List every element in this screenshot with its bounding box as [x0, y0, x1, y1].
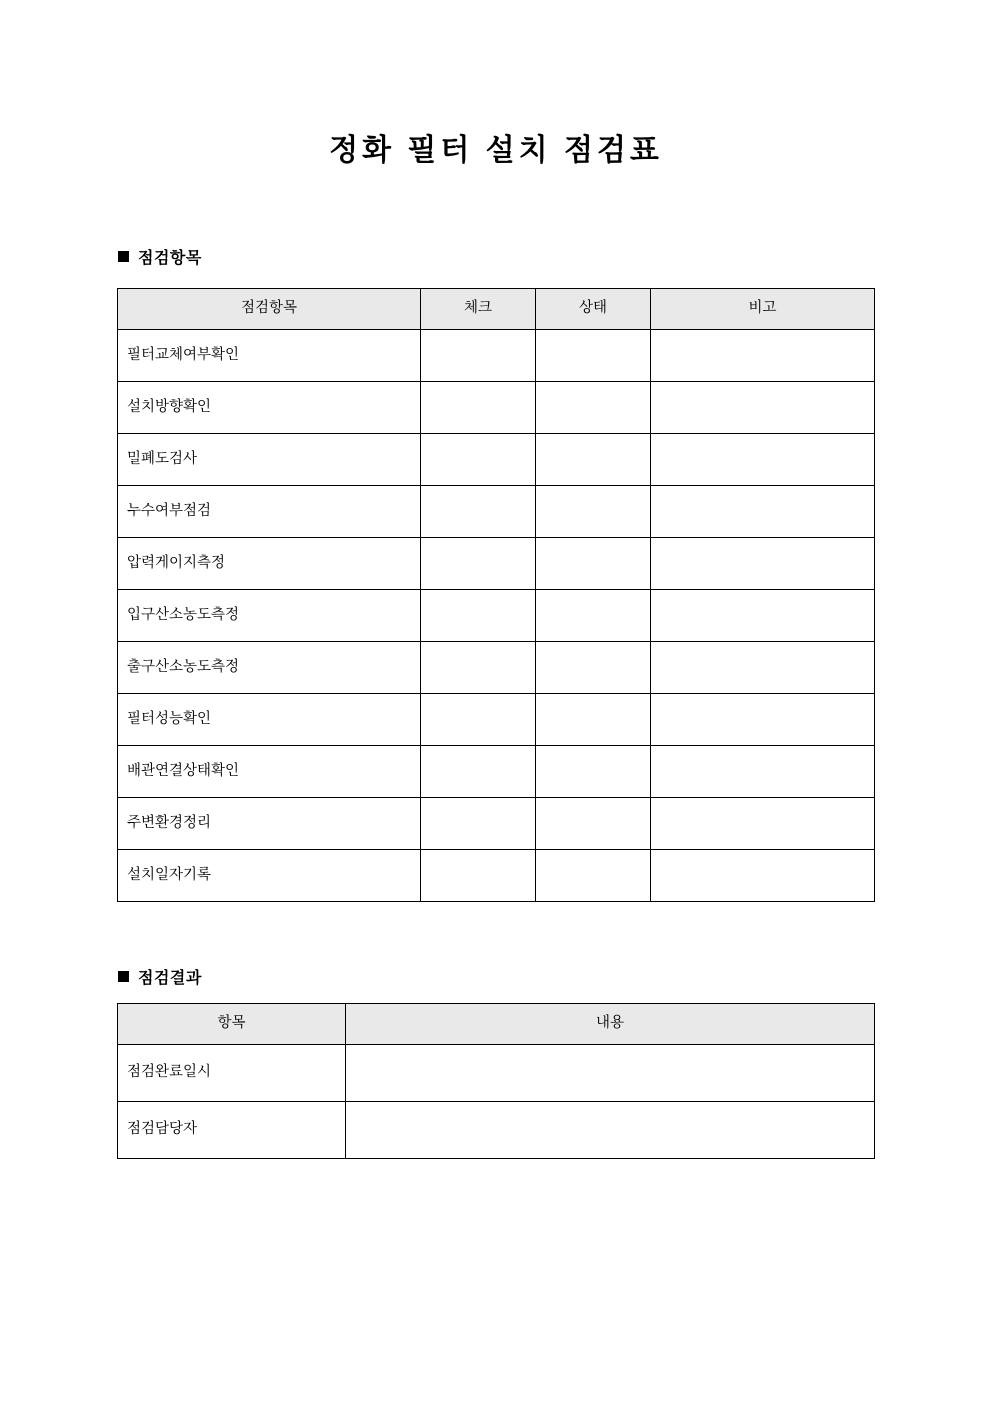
check-cell[interactable]	[421, 642, 536, 694]
section-heading-inspection-items	[118, 248, 202, 270]
column-header-state: 상태	[536, 289, 651, 330]
state-cell[interactable]	[536, 642, 651, 694]
section-heading-inspection-results-label: 점검결과	[138, 970, 202, 987]
inspection-item-label: 설치방향확인	[118, 382, 421, 434]
note-cell[interactable]	[651, 382, 875, 434]
inspection-item-label: 출구산소농도측정	[118, 642, 421, 694]
state-cell[interactable]	[536, 746, 651, 798]
table-header-row	[118, 289, 875, 330]
table-row	[118, 642, 875, 694]
state-cell[interactable]	[536, 434, 651, 486]
column-header-check: 체크	[421, 289, 536, 330]
column-header-label: 항목	[118, 1004, 346, 1045]
state-cell[interactable]	[536, 538, 651, 590]
table-row	[118, 382, 875, 434]
check-cell[interactable]	[421, 590, 536, 642]
state-cell[interactable]	[536, 850, 651, 902]
check-cell[interactable]	[421, 694, 536, 746]
square-bullet-icon	[118, 251, 129, 262]
note-cell[interactable]	[651, 434, 875, 486]
inspection-item-label: 주변환경정리	[118, 798, 421, 850]
column-header-note: 비고	[651, 289, 875, 330]
square-bullet-icon	[118, 971, 129, 982]
table-row	[118, 434, 875, 486]
column-header-item: 점검항목	[118, 289, 421, 330]
note-cell[interactable]	[651, 330, 875, 382]
state-cell[interactable]	[536, 382, 651, 434]
result-field-value[interactable]	[346, 1102, 875, 1159]
table-row	[118, 746, 875, 798]
page-title: 정화 필터 설치 점검표	[329, 134, 663, 167]
table-header-row	[118, 1004, 875, 1045]
table-row	[118, 330, 875, 382]
inspection-items-table	[117, 288, 875, 902]
check-cell[interactable]	[421, 538, 536, 590]
check-cell[interactable]	[421, 746, 536, 798]
table-row	[118, 850, 875, 902]
note-cell[interactable]	[651, 746, 875, 798]
state-cell[interactable]	[536, 330, 651, 382]
inspection-item-label: 필터성능확인	[118, 694, 421, 746]
table-row	[118, 538, 875, 590]
table-row	[118, 590, 875, 642]
check-cell[interactable]	[421, 486, 536, 538]
state-cell[interactable]	[536, 694, 651, 746]
section-heading-inspection-items-label: 점검항목	[138, 250, 202, 267]
state-cell[interactable]	[536, 798, 651, 850]
result-field-label: 점검완료일시	[118, 1045, 346, 1102]
inspection-item-label: 누수여부점검	[118, 486, 421, 538]
inspection-item-label: 설치일자기록	[118, 850, 421, 902]
check-cell[interactable]	[421, 434, 536, 486]
note-cell[interactable]	[651, 642, 875, 694]
table-row	[118, 694, 875, 746]
table-row	[118, 1102, 875, 1159]
inspection-results-table	[117, 1003, 875, 1159]
check-cell[interactable]	[421, 850, 536, 902]
table-row	[118, 1045, 875, 1102]
inspection-item-label: 필터교체여부확인	[118, 330, 421, 382]
note-cell[interactable]	[651, 486, 875, 538]
note-cell[interactable]	[651, 590, 875, 642]
check-cell[interactable]	[421, 330, 536, 382]
inspection-item-label: 압력게이지측정	[118, 538, 421, 590]
table-row	[118, 486, 875, 538]
result-field-label: 점검담당자	[118, 1102, 346, 1159]
result-field-value[interactable]	[346, 1045, 875, 1102]
check-cell[interactable]	[421, 382, 536, 434]
note-cell[interactable]	[651, 694, 875, 746]
note-cell[interactable]	[651, 850, 875, 902]
state-cell[interactable]	[536, 590, 651, 642]
section-heading-inspection-results	[118, 968, 202, 990]
state-cell[interactable]	[536, 486, 651, 538]
check-cell[interactable]	[421, 798, 536, 850]
column-header-content: 내용	[346, 1004, 875, 1045]
inspection-item-label: 배관연결상태확인	[118, 746, 421, 798]
inspection-item-label: 밀폐도검사	[118, 434, 421, 486]
note-cell[interactable]	[651, 798, 875, 850]
note-cell[interactable]	[651, 538, 875, 590]
table-row	[118, 798, 875, 850]
inspection-item-label: 입구산소농도측정	[118, 590, 421, 642]
